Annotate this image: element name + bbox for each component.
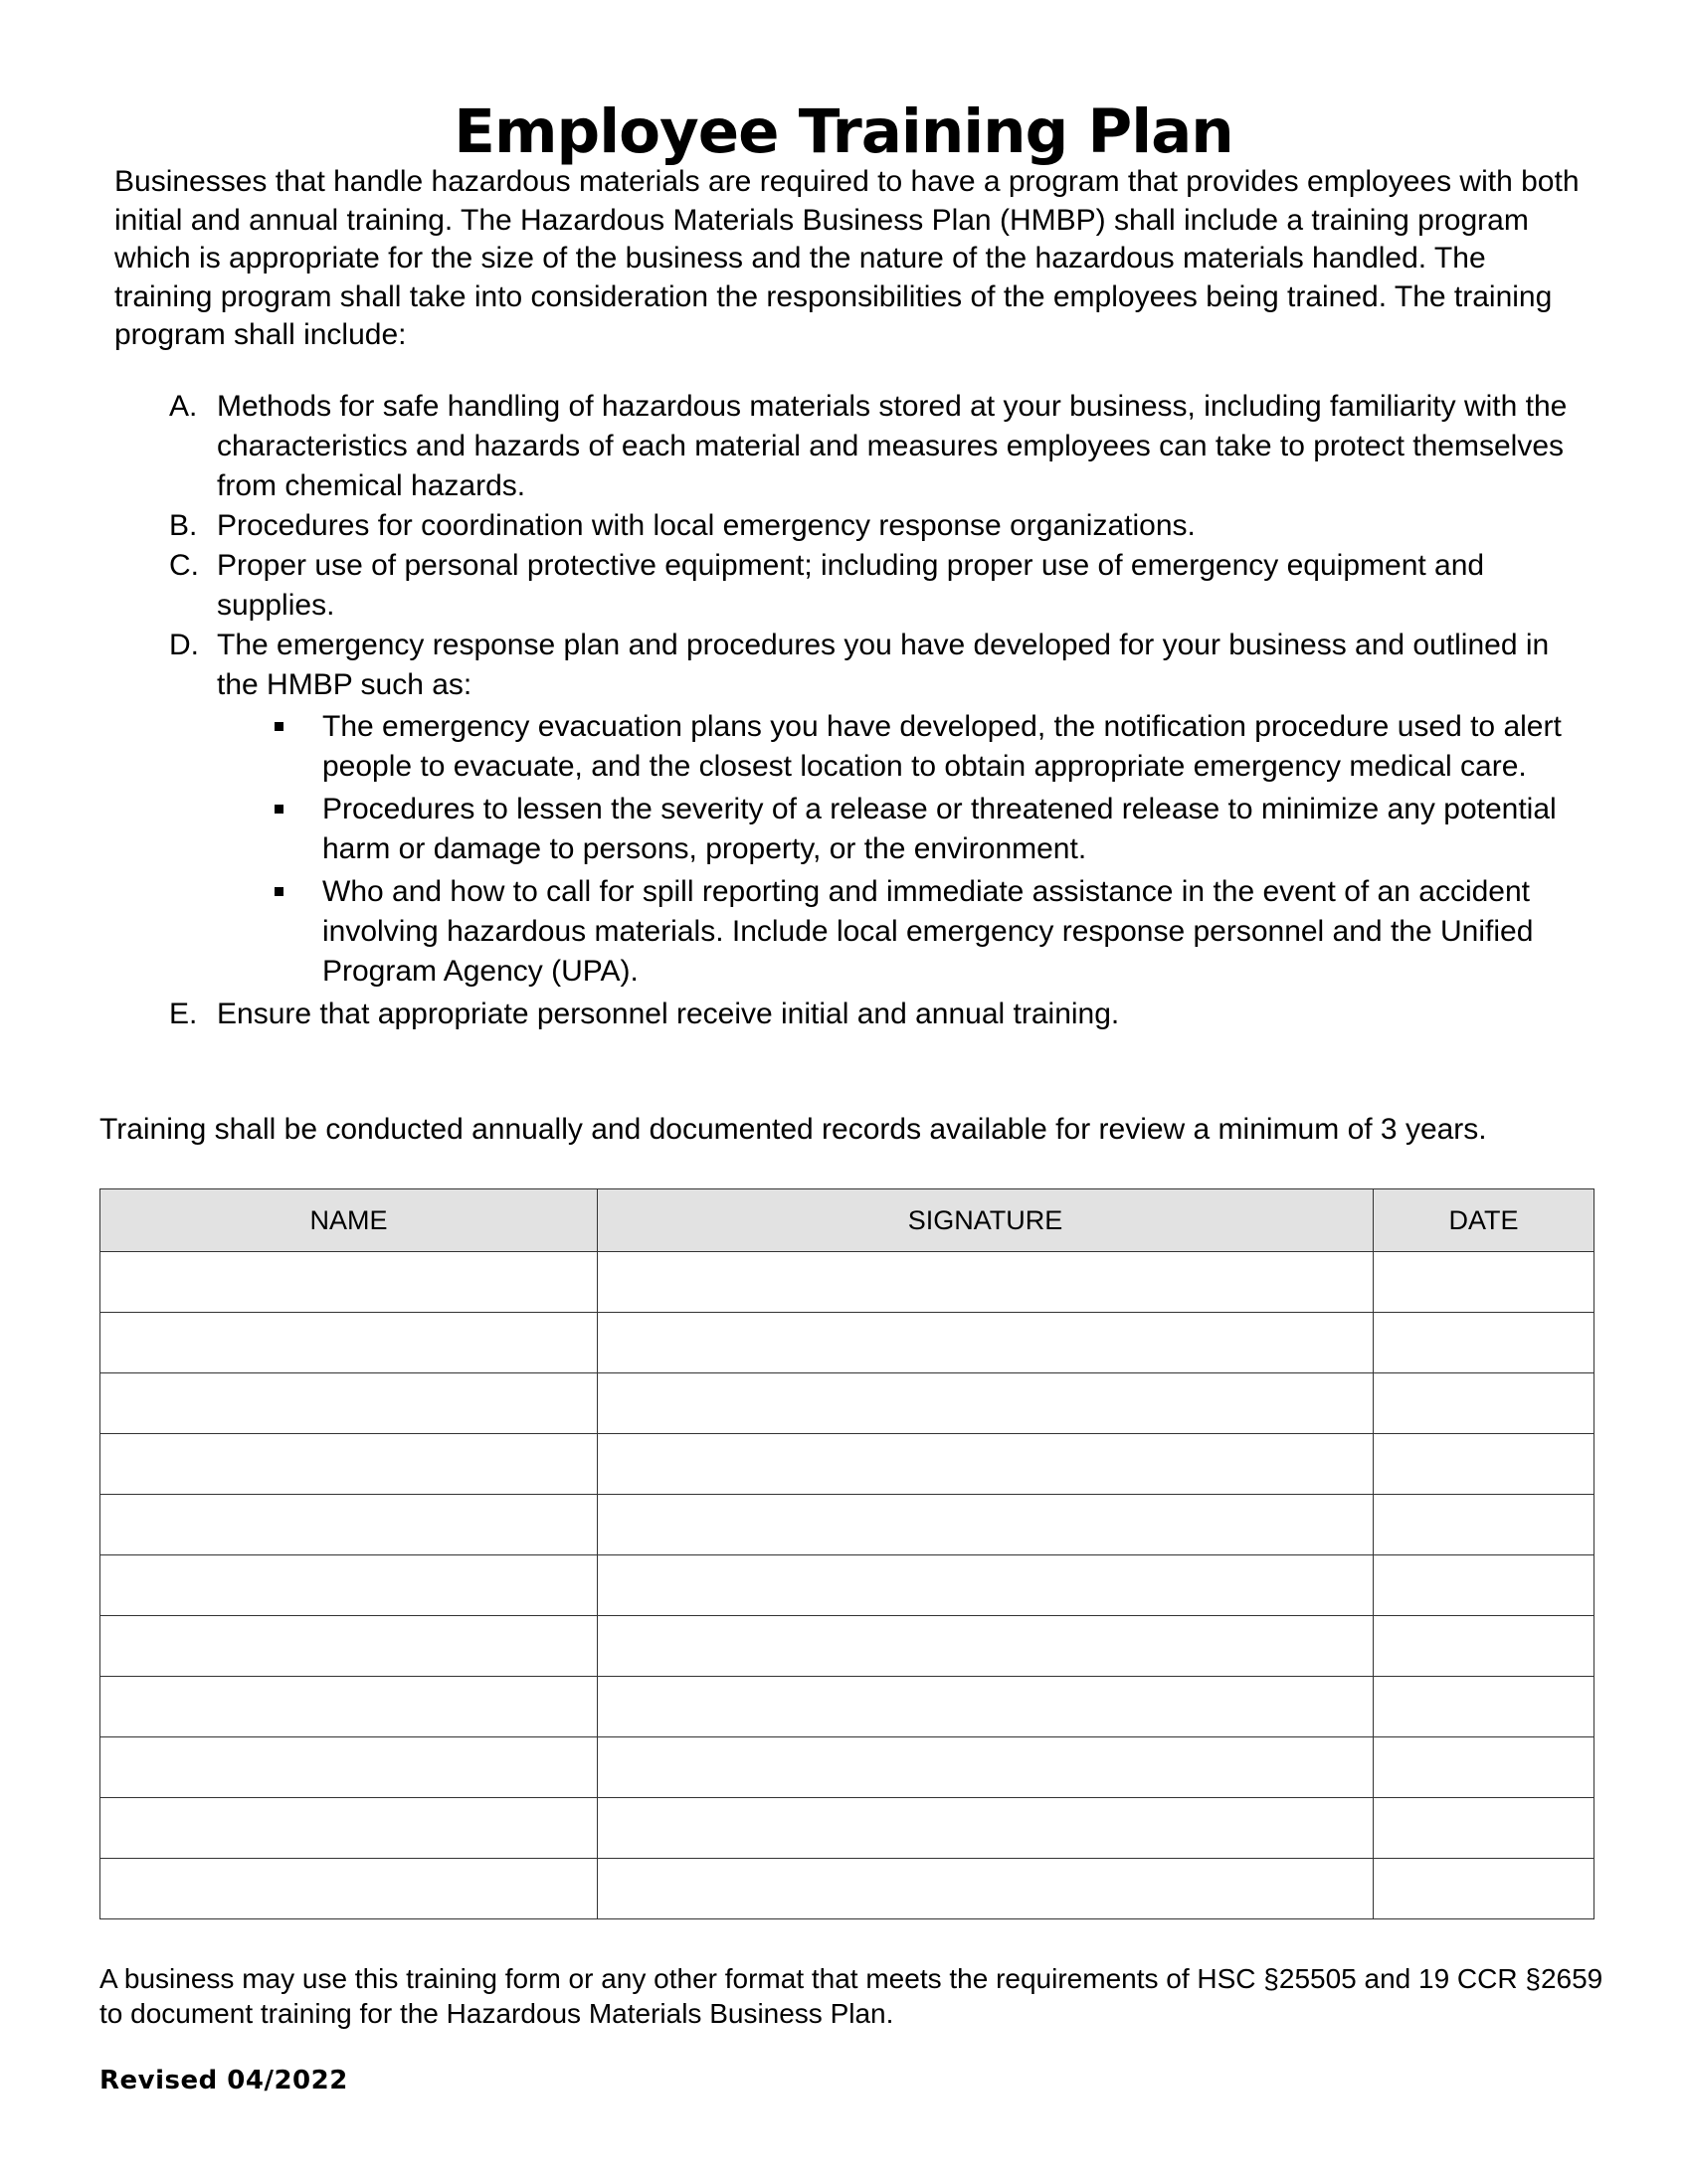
revision-label: Revised 04/2022 — [99, 2066, 348, 2095]
list-letter: B. — [169, 509, 198, 542]
signature-cell[interactable] — [598, 1737, 1374, 1798]
signature-cell[interactable] — [598, 1434, 1374, 1495]
date-cell[interactable] — [1374, 1737, 1594, 1798]
bullet-item — [275, 707, 1592, 787]
signature-cell[interactable] — [598, 1616, 1374, 1677]
table-row — [100, 1798, 1594, 1859]
date-cell[interactable] — [1374, 1555, 1594, 1616]
table-row — [100, 1737, 1594, 1798]
requirements-list — [169, 387, 1592, 1034]
square-bullet-icon — [275, 887, 283, 896]
sub-bullet-list — [275, 707, 1592, 992]
signature-cell[interactable] — [598, 1373, 1374, 1434]
date-cell[interactable] — [1374, 1252, 1594, 1313]
list-item-text: Proper use of personal protective equipment; including proper use of emergency equipment and supplies. — [217, 549, 1485, 622]
name-cell[interactable] — [100, 1859, 598, 1919]
list-item-a — [169, 387, 1592, 506]
signature-cell[interactable] — [598, 1555, 1374, 1616]
name-cell[interactable] — [100, 1616, 598, 1677]
signature-cell[interactable] — [598, 1798, 1374, 1859]
table-body — [100, 1252, 1594, 1919]
name-cell[interactable] — [100, 1555, 598, 1616]
list-letter: C. — [169, 549, 199, 582]
name-cell[interactable] — [100, 1252, 598, 1313]
list-item-d — [169, 626, 1592, 992]
list-item-text: The emergency response plan and procedures you have developed for your business and outlined in the HMBP such as: — [217, 629, 1550, 701]
table-row — [100, 1434, 1594, 1495]
date-cell[interactable] — [1374, 1798, 1594, 1859]
date-cell[interactable] — [1374, 1495, 1594, 1555]
list-letter: D. — [169, 629, 199, 661]
name-cell[interactable] — [100, 1434, 598, 1495]
bullet-text: Who and how to call for spill reporting and immediate assistance in the event of an accident involving hazardous materials. Include local emergency response personnel and the Unified Program Agency (UPA). — [322, 875, 1534, 988]
table-row — [100, 1495, 1594, 1555]
signature-cell[interactable] — [598, 1495, 1374, 1555]
name-cell[interactable] — [100, 1798, 598, 1859]
signature-cell[interactable] — [598, 1677, 1374, 1737]
page-title: Employee Training Plan — [454, 95, 1233, 167]
bullet-item — [275, 872, 1592, 992]
date-cell[interactable] — [1374, 1313, 1594, 1373]
list-item-text: Methods for safe handling of hazardous materials stored at your business, including familiarity with the characteristics and hazards of each material and measures employees can take to protect themselves from chemical hazards. — [217, 390, 1568, 502]
bullet-text: Procedures to lessen the severity of a release or threatened release to minimize any potential harm or damage to persons, property, or the environment. — [322, 793, 1557, 865]
name-cell[interactable] — [100, 1373, 598, 1434]
table-row — [100, 1859, 1594, 1919]
table-header-row — [100, 1189, 1594, 1252]
name-cell[interactable] — [100, 1677, 598, 1737]
training-log-table — [99, 1188, 1594, 1919]
name-cell[interactable] — [100, 1737, 598, 1798]
list-item-c — [169, 546, 1592, 626]
signature-cell[interactable] — [598, 1313, 1374, 1373]
name-cell[interactable] — [100, 1495, 598, 1555]
date-cell[interactable] — [1374, 1616, 1594, 1677]
list-letter: A. — [169, 390, 198, 423]
list-item-text: Ensure that appropriate personnel receive initial and annual training. — [217, 998, 1120, 1030]
list-item-text: Procedures for coordination with local emergency response organizations. — [217, 509, 1196, 542]
intro-paragraph: Businesses that handle hazardous materials are required to have a program that provides employees with both initial and annual training. The Hazardous Materials Business Plan (HMBP) shall include a training program which is appropriate for the size of the business and the nature of the hazardous materials handled. The training program shall take into consideration the responsibilities of the employees being trained. The training program shall include: — [114, 165, 1580, 351]
date-cell[interactable] — [1374, 1373, 1594, 1434]
date-cell[interactable] — [1374, 1859, 1594, 1919]
annual-training-note: Training shall be conducted annually and documented records available for review a minimum of 3 years. — [99, 1113, 1487, 1146]
table-row — [100, 1313, 1594, 1373]
square-bullet-icon — [275, 722, 283, 731]
column-header-signature: SIGNATURE — [598, 1189, 1374, 1252]
name-cell[interactable] — [100, 1313, 598, 1373]
date-cell[interactable] — [1374, 1677, 1594, 1737]
table-row — [100, 1373, 1594, 1434]
table-row — [100, 1677, 1594, 1737]
list-item-e — [169, 995, 1592, 1034]
bullet-item — [275, 790, 1592, 869]
list-letter: E. — [169, 998, 198, 1030]
list-item-b — [169, 506, 1592, 546]
signature-cell[interactable] — [598, 1252, 1374, 1313]
footer-note: A business may use this training form or any other format that meets the requirements of HSC §25505 and 19 CCR §2659 to document training for the Hazardous Materials Business Plan. — [99, 1963, 1603, 2029]
bullet-text: The emergency evacuation plans you have developed, the notification procedure used to alert people to evacuate, and the closest location to obtain appropriate emergency medical care. — [322, 710, 1562, 783]
column-header-name: NAME — [100, 1189, 598, 1252]
signature-cell[interactable] — [598, 1859, 1374, 1919]
square-bullet-icon — [275, 805, 283, 814]
column-header-date: DATE — [1374, 1189, 1594, 1252]
date-cell[interactable] — [1374, 1434, 1594, 1495]
table-row — [100, 1555, 1594, 1616]
table-row — [100, 1616, 1594, 1677]
table-row — [100, 1252, 1594, 1313]
